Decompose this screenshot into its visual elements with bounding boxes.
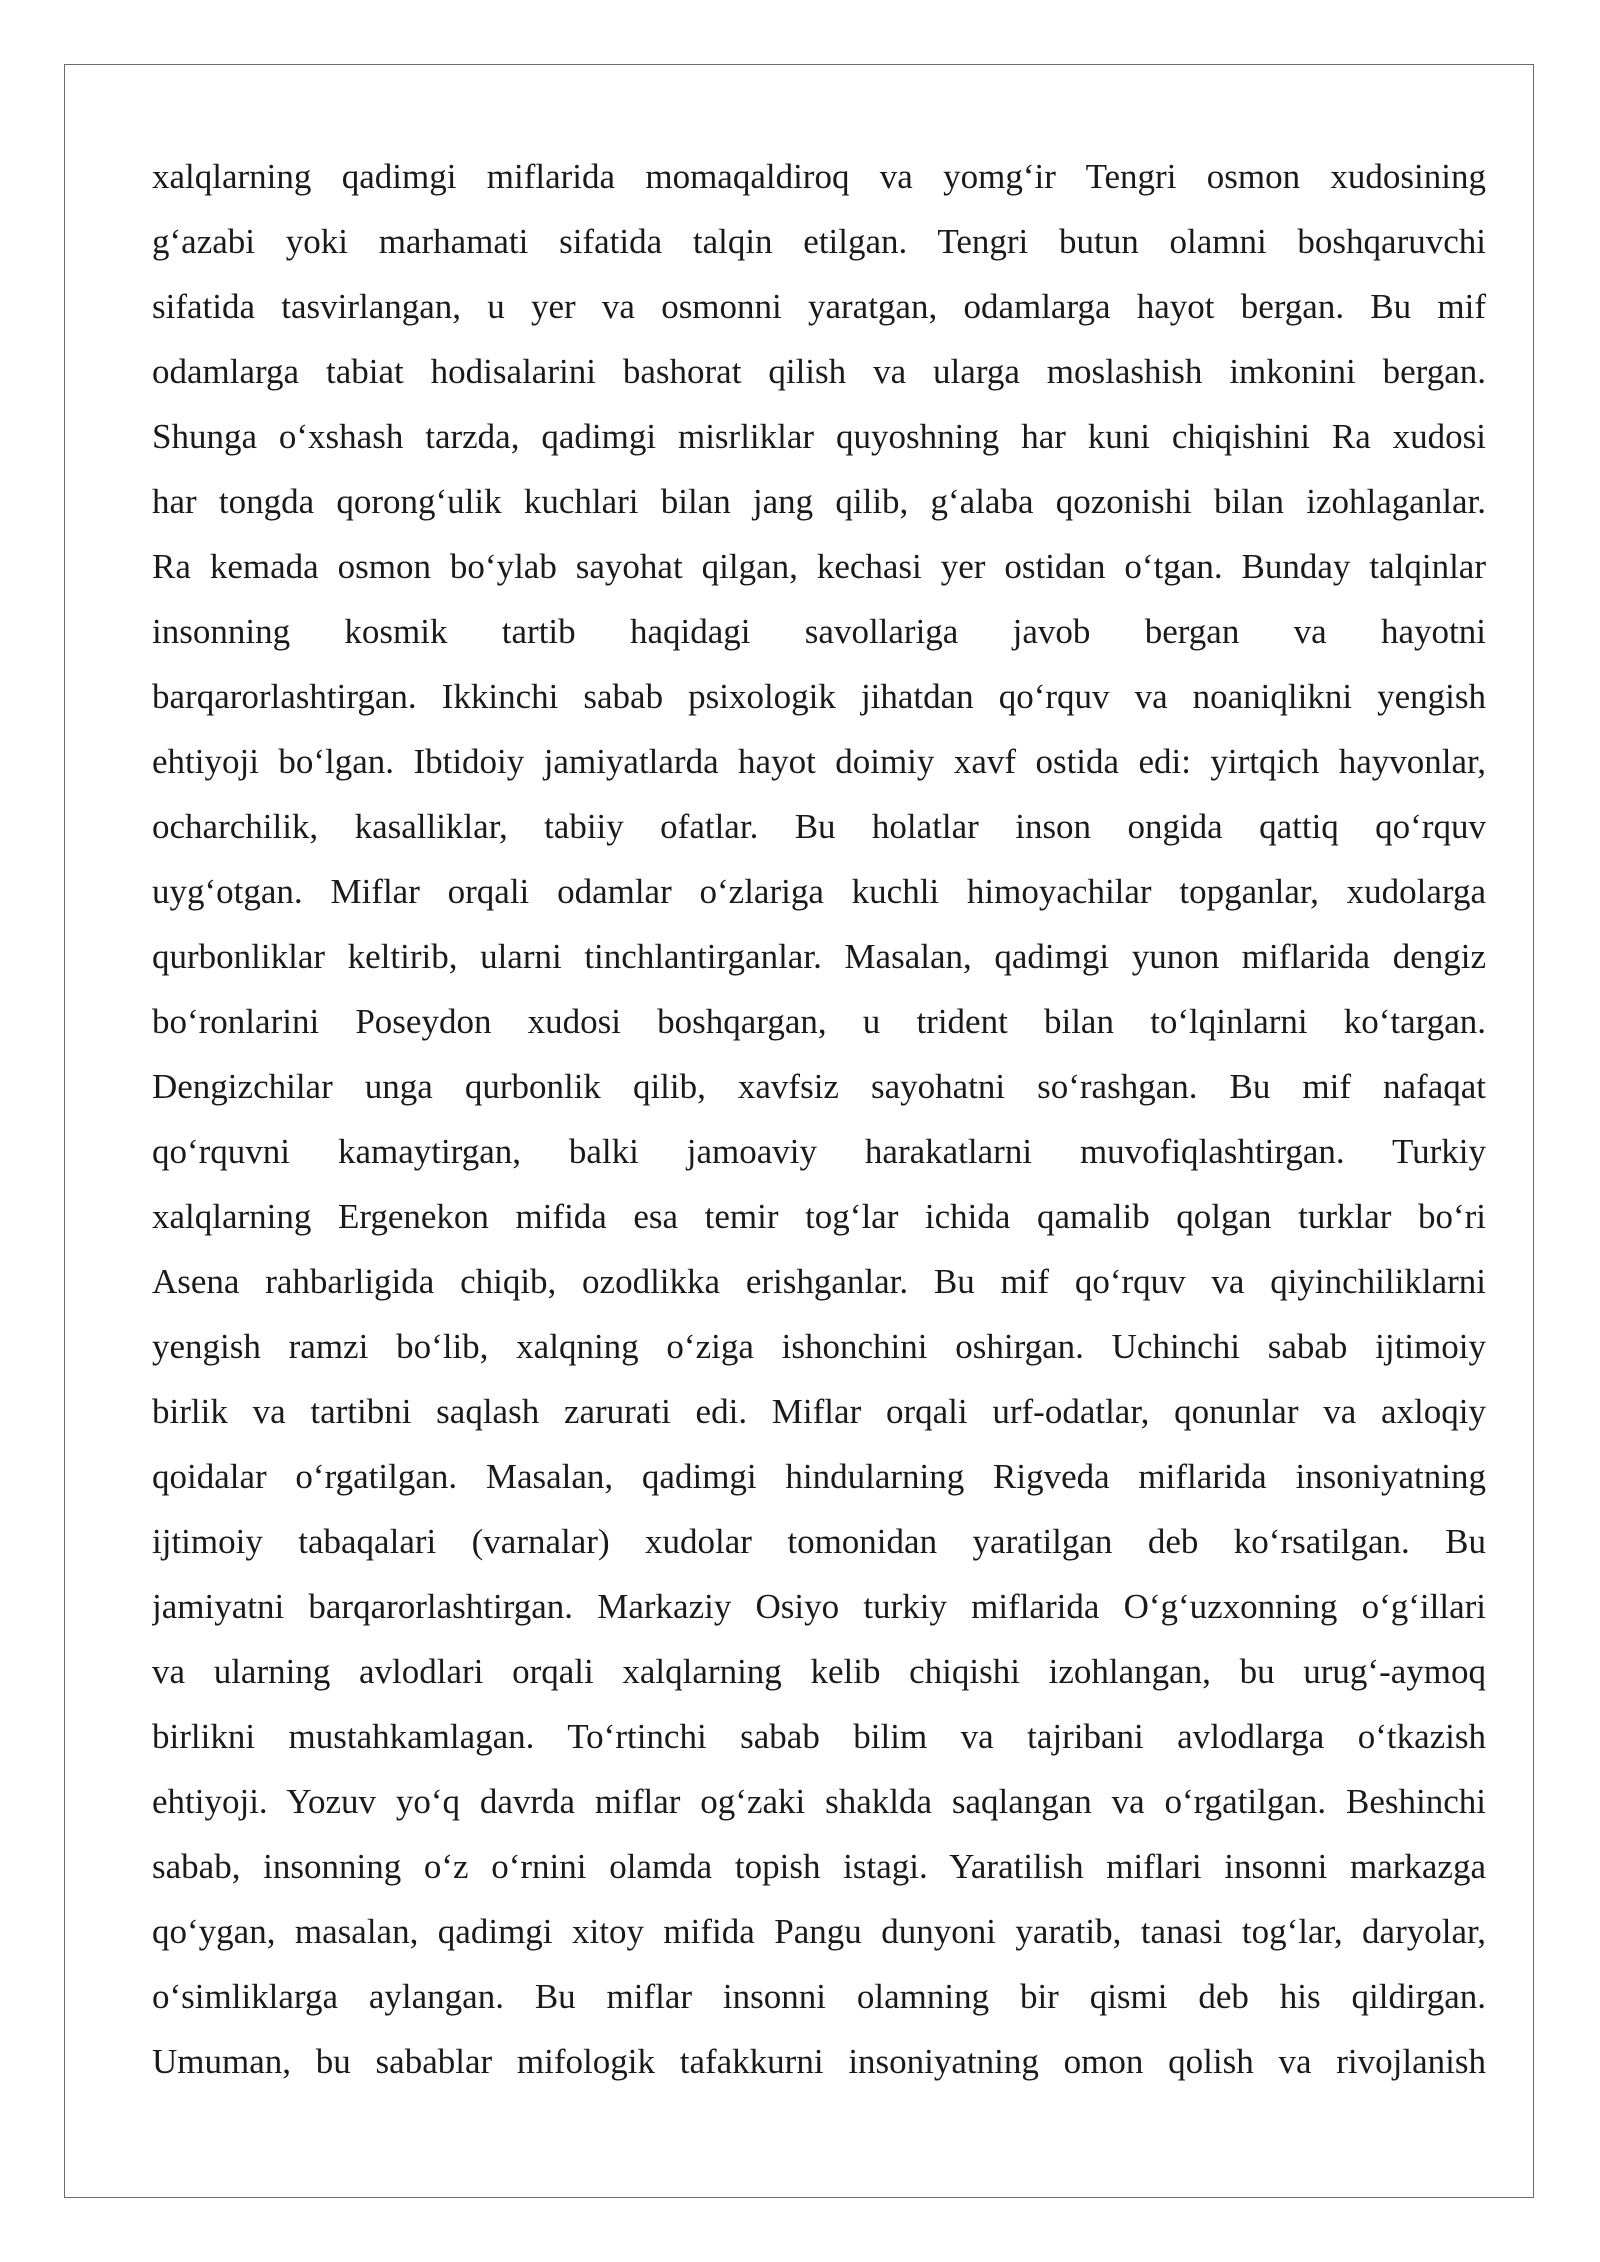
text-line — [152, 989, 1486, 1054]
text-line — [152, 1964, 1486, 2029]
text-line-content: g‘azabi yoki marhamati sifatida talqin etilgan. Tengri butun olamni boshqaruvchi — [152, 222, 1486, 261]
body-paragraph — [152, 144, 1486, 2094]
text-line-content: o‘simliklarga aylangan. Bu miflar insonni olamning bir qismi deb his qildirgan. — [152, 1977, 1486, 2016]
text-line-content: bo‘ronlarini Poseydon xudosi boshqargan, u trident bilan to‘lqinlarni ko‘targan. — [152, 1002, 1486, 1041]
text-line-content: ehtiyoji bo‘lgan. Ibtidoiy jamiyatlarda hayot doimiy xavf ostida edi: yirtqich hayvonlar, — [152, 742, 1486, 781]
text-line — [152, 1704, 1486, 1769]
text-line-content: Ra kemada osmon bo‘ylab sayohat qilgan, kechasi yer ostidan o‘tgan. Bunday talqinlar — [152, 547, 1486, 586]
text-line — [152, 1899, 1486, 1964]
text-line-content: odamlarga tabiat hodisalarini bashorat qilish va ularga moslashish imkonini bergan. — [152, 352, 1486, 391]
text-line — [152, 404, 1486, 469]
text-line — [152, 209, 1486, 274]
text-line-content: Umuman, bu sabablar mifologik tafakkurni insoniyatning omon qolish va rivojlanish — [152, 2042, 1486, 2081]
text-line-content: xalqlarning qadimgi miflarida momaqaldiroq va yomg‘ir Tengri osmon xudosining — [152, 157, 1486, 196]
text-line — [152, 1639, 1486, 1704]
text-line — [152, 1314, 1486, 1379]
text-line — [152, 859, 1486, 924]
text-line — [152, 1054, 1486, 1119]
text-line-content: jamiyatni barqarorlashtirgan. Markaziy Osiyo turkiy miflarida O‘g‘uzxonning o‘g‘illari — [152, 1587, 1486, 1626]
text-line — [152, 1444, 1486, 1509]
text-line — [152, 339, 1486, 404]
text-line-content: insonning kosmik tartib haqidagi savollariga javob bergan va hayotni — [152, 612, 1486, 651]
text-line-content: birlik va tartibni saqlash zarurati edi. Miflar orqali urf-odatlar, qonunlar va axloqiy — [152, 1392, 1486, 1431]
text-line-content: barqarorlashtirgan. Ikkinchi sabab psixologik jihatdan qo‘rquv va noaniqlikni yengish — [152, 677, 1486, 716]
text-line — [152, 534, 1486, 599]
text-line — [152, 1119, 1486, 1184]
text-line-content: ocharchilik, kasalliklar, tabiiy ofatlar. Bu holatlar inson ongida qattiq qo‘rquv — [152, 807, 1486, 846]
text-line-content: qo‘ygan, masalan, qadimgi xitoy mifida Pangu dunyoni yaratib, tanasi tog‘lar, daryolar, — [152, 1912, 1486, 1951]
text-line-content: qoidalar o‘rgatilgan. Masalan, qadimgi hindularning Rigveda miflarida insoniyatning — [152, 1457, 1486, 1496]
text-line — [152, 274, 1486, 339]
text-line — [152, 1379, 1486, 1444]
text-line — [152, 144, 1486, 209]
text-line-content: ehtiyoji. Yozuv yo‘q davrda miflar og‘zaki shaklda saqlangan va o‘rgatilgan. Beshinchi — [152, 1782, 1486, 1821]
text-line-content: va ularning avlodlari orqali xalqlarning kelib chiqishi izohlangan, bu urug‘-aymoq — [152, 1652, 1486, 1691]
text-line — [152, 1184, 1486, 1249]
text-line-content: sifatida tasvirlangan, u yer va osmonni yaratgan, odamlarga hayot bergan. Bu mif — [152, 287, 1486, 326]
text-line-content: qurbonliklar keltirib, ularni tinchlantirganlar. Masalan, qadimgi yunon miflarida dengiz — [152, 937, 1486, 976]
text-line-content: yengish ramzi bo‘lib, xalqning o‘ziga ishonchini oshirgan. Uchinchi sabab ijtimoiy — [152, 1327, 1486, 1366]
text-line-content: xalqlarning Ergenekon mifida esa temir tog‘lar ichida qamalib qolgan turklar bo‘ri — [152, 1197, 1486, 1236]
text-line — [152, 1834, 1486, 1899]
text-line-content: Dengizchilar unga qurbonlik qilib, xavfsiz sayohatni so‘rashgan. Bu mif nafaqat — [152, 1067, 1486, 1106]
text-line — [152, 1249, 1486, 1314]
text-line-content: Asena rahbarligida chiqib, ozodlikka erishganlar. Bu mif qo‘rquv va qiyinchiliklarni — [152, 1262, 1486, 1301]
text-line — [152, 599, 1486, 664]
text-line — [152, 1769, 1486, 1834]
text-line — [152, 469, 1486, 534]
text-line — [152, 1509, 1486, 1574]
text-line-content: sabab, insonning o‘z o‘rnini olamda topish istagi. Yaratilish miflari insonni markazga — [152, 1847, 1486, 1886]
text-line — [152, 664, 1486, 729]
text-line — [152, 2029, 1486, 2094]
text-line — [152, 794, 1486, 859]
text-line-content: birlikni mustahkamlagan. To‘rtinchi sabab bilim va tajribani avlodlarga o‘tkazish — [152, 1717, 1486, 1756]
text-line — [152, 924, 1486, 989]
text-line-content: uyg‘otgan. Miflar orqali odamlar o‘zlariga kuchli himoyachilar topganlar, xudolarga — [152, 872, 1486, 911]
text-line-content: ijtimoiy tabaqalari (varnalar) xudolar tomonidan yaratilgan deb ko‘rsatilgan. Bu — [152, 1522, 1486, 1561]
text-line — [152, 1574, 1486, 1639]
text-line-content: Shunga o‘xshash tarzda, qadimgi misrliklar quyoshning har kuni chiqishini Ra xudosi — [152, 417, 1486, 456]
text-line-content: qo‘rquvni kamaytirgan, balki jamoaviy harakatlarni muvofiqlashtirgan. Turkiy — [152, 1132, 1486, 1171]
text-line-content: har tongda qorong‘ulik kuchlari bilan jang qilib, g‘alaba qozonishi bilan izohlaganlar. — [152, 482, 1486, 521]
text-line — [152, 729, 1486, 794]
